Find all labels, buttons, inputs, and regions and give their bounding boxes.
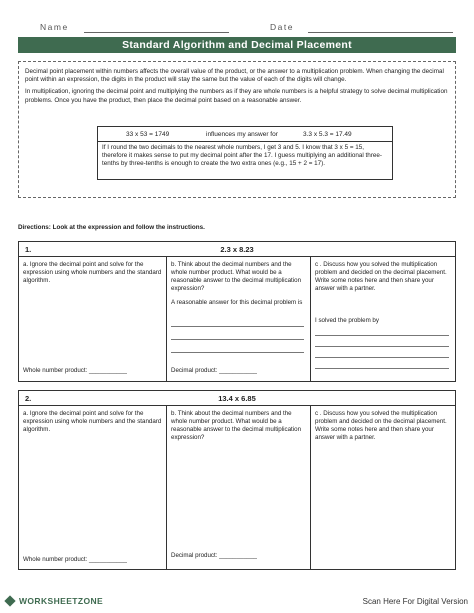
- decimal-product: Decimal product: ___________: [171, 367, 257, 374]
- problem-header: [19, 242, 455, 257]
- problem-number: 2.: [25, 394, 32, 403]
- problem-expression: 2.3 x 8.23: [220, 245, 254, 254]
- header-row: [22, 22, 452, 36]
- problem-expression: 13.4 x 6.85: [218, 394, 256, 403]
- date-label: Date: [270, 22, 294, 32]
- notes-line[interactable]: [315, 346, 449, 347]
- example-divider: [98, 141, 392, 142]
- problem-1: [18, 241, 456, 382]
- logo-icon: [4, 595, 15, 606]
- scan-prompt: Scan Here For Digital Version: [362, 597, 468, 606]
- example-eq-mid: influences my answer for: [206, 131, 278, 138]
- notes-line[interactable]: [315, 335, 449, 336]
- notes-line[interactable]: [315, 357, 449, 358]
- column-b-instructions: b. Think about the decimal numbers and the whole number product. What would be a reasonable answer to the decimal multiplication expression?: [171, 410, 302, 441]
- column-b[interactable]: [167, 406, 311, 569]
- intro-paragraph-2: In multiplication, ignoring the decimal point and multiplying the numbers as if they are whole numbers is a helpful strategy to solve decimal multiplication problems. Once you have the product, then place the decimal point based on a reasonable answer.: [25, 88, 448, 104]
- solved-problem-prompt: I solved the problem by: [315, 317, 379, 324]
- column-a[interactable]: [19, 406, 167, 569]
- footer: [0, 590, 474, 613]
- example-eq-left: 33 x 53 = 1749: [126, 131, 170, 138]
- notes-line[interactable]: [315, 368, 449, 369]
- problem-header: [19, 391, 455, 406]
- column-b[interactable]: [167, 257, 311, 381]
- whole-number-product: Whole number product: ___________: [23, 556, 127, 563]
- example-eq-right: 3.3 x 5.3 = 17.49: [303, 131, 352, 138]
- problem-2: [18, 390, 456, 570]
- whole-number-product: Whole number product: ___________: [23, 367, 127, 374]
- name-label: Name: [40, 22, 69, 32]
- column-c-instructions: c . Discuss how you solved the multiplication problem and decided on the decimal placement. Write some notes here and then share your answer with a partner.: [315, 410, 447, 441]
- column-a[interactable]: [19, 257, 167, 381]
- column-a-instructions: a. Ignore the decimal point and solve for the expression using whole numbers and the standard algorithm.: [23, 410, 162, 433]
- logo-text: WORKSHEETZONE: [19, 596, 104, 606]
- answer-line[interactable]: [171, 326, 304, 327]
- intro-box: [18, 61, 456, 198]
- example-explanation: If I round the two decimals to the nearest whole numbers, I get 3 and 5. I know that 3 x 5 = 15, therefore it makes sense to put my decimal point after the 17. I guess multiplying an additional three-tenths by three-tenths is enough to create the two extra ones (e.g., 15 + 2 = 17).: [102, 144, 383, 168]
- column-c[interactable]: [311, 257, 455, 381]
- column-c-instructions: c . Discuss how you solved the multiplication problem and decided on the decimal placement. Write some notes here and then share your answer with a partner.: [315, 261, 447, 292]
- example-box: [97, 126, 393, 180]
- intro-paragraph-1: Decimal point placement within numbers affects the overall value of the product, or the answer to a multiplication problem. When changing the decimal point within an expression, the digits in the product will stay the same but the value of each of the digits will change.: [25, 68, 444, 84]
- problem-number: 1.: [25, 245, 32, 254]
- answer-line[interactable]: [171, 352, 304, 353]
- column-c[interactable]: [311, 406, 455, 569]
- reasonable-answer-prompt: A reasonable answer for this decimal problem is: [171, 299, 303, 306]
- directions: Directions: Look at the expression and follow the instructions.: [18, 224, 205, 231]
- worksheetzone-logo: [6, 596, 103, 606]
- date-field[interactable]: [308, 32, 453, 33]
- column-b-instructions: b. Think about the decimal numbers and the whole number product. What would be a reasonable answer to the decimal multiplication expression?: [171, 261, 302, 292]
- name-field[interactable]: [84, 32, 229, 33]
- column-a-instructions: a. Ignore the decimal point and solve for the expression using whole numbers and the standard algorithm.: [23, 261, 162, 284]
- answer-line[interactable]: [171, 339, 304, 340]
- decimal-product: Decimal product: ___________: [171, 552, 257, 559]
- worksheet-title: Standard Algorithm and Decimal Placement: [18, 37, 456, 53]
